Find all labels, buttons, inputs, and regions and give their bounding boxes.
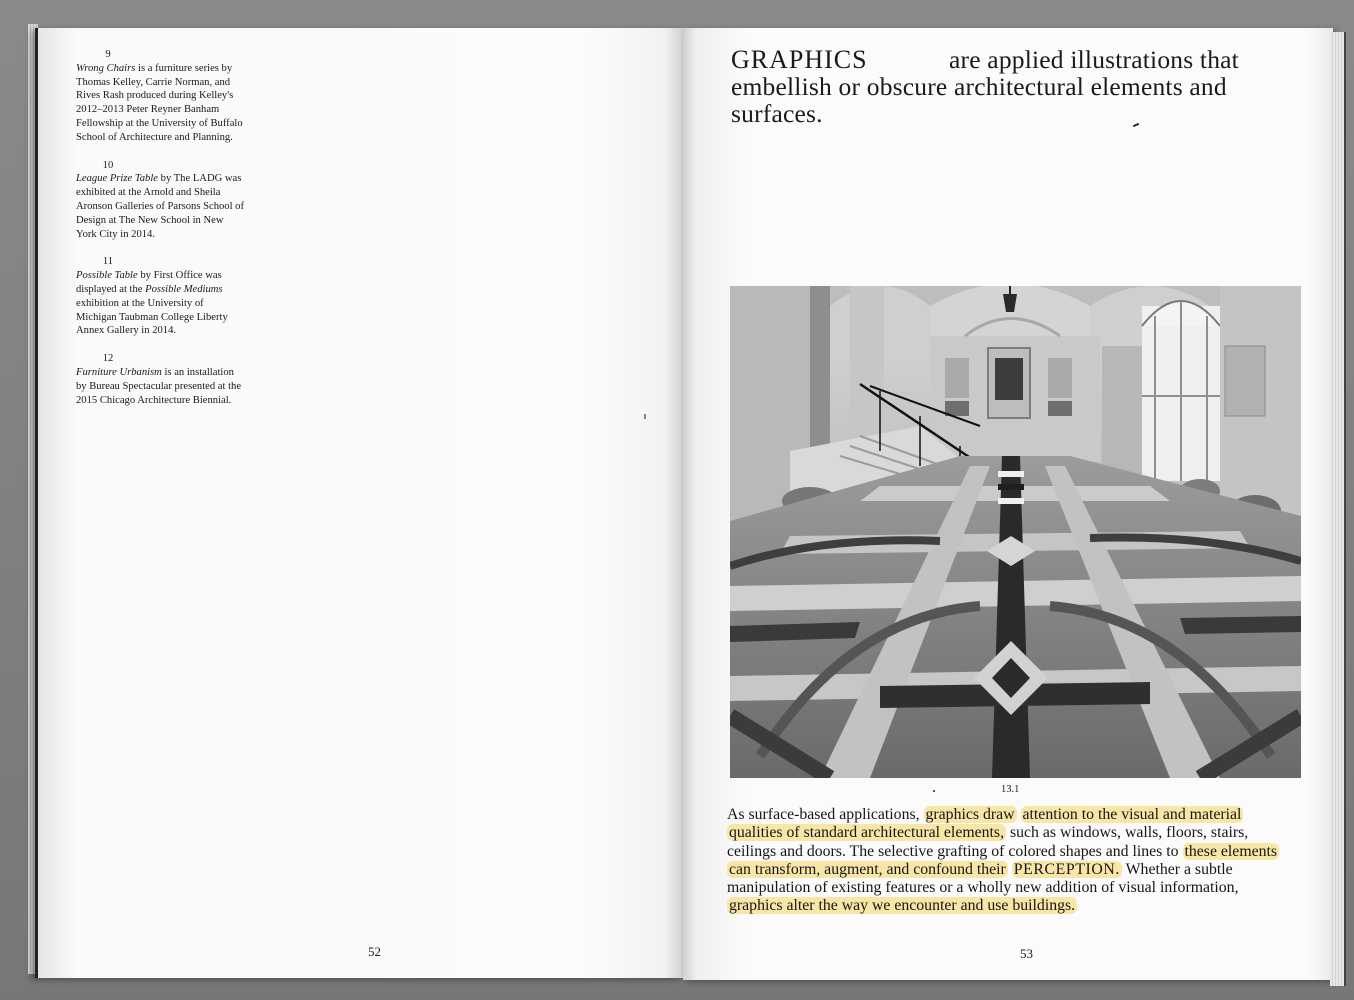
endnote-number: 12 <box>102 353 114 365</box>
scan-speck <box>933 790 935 792</box>
right-page <box>683 28 1333 980</box>
endnote-text <box>76 172 244 241</box>
endnotes-column <box>76 48 244 421</box>
endnote-title: Furniture Urbanism <box>76 366 162 378</box>
left-page <box>35 28 684 978</box>
body-text-run: As surface-based applications, <box>727 806 924 823</box>
hall-floor-photo <box>730 286 1301 778</box>
body-text-run: Whether a subtle manipulation of existing features or a wholly new addition of visual information, <box>727 860 1239 897</box>
body-text-run: such as windows, walls, floors, stairs, ceilings and doors. The selective grafting of colored shapes and lines to <box>727 824 1249 860</box>
endnote-body: is a furniture series by Thomas Kelley, Carrie Norman, and Rives Rash produced during Kelley's 2012–2013 Peter Reyner Banham Fellowship at the University of Buffalo School of Architecture and Planning. <box>76 62 243 143</box>
endnote-10 <box>76 159 244 242</box>
endnote-number: 11 <box>102 256 114 268</box>
scan-speck <box>644 414 646 419</box>
highlighted-phrase: attention to the visual and material qualities of standard architectural elements, <box>729 806 1242 842</box>
right-page-edges <box>1330 32 1346 986</box>
highlighted-phrase: graphics alter the way we encounter and use buildings. <box>729 897 1076 915</box>
endnote-inline-title: Possible Mediums <box>145 283 223 295</box>
body-paragraph <box>727 806 1295 916</box>
endnote-12 <box>76 352 244 407</box>
page-number: 52 <box>368 944 381 959</box>
endnote-body: is an installation by Bureau Spectacular presented at the 2015 Chicago Architecture Biennial. <box>76 366 242 406</box>
endnote-title: Wrong Chairs <box>76 62 136 74</box>
page-number: 53 <box>1020 946 1033 961</box>
endnote-title: Possible Table <box>76 270 138 282</box>
figure-photograph <box>730 286 1301 778</box>
endnote-9 <box>76 48 244 145</box>
endnote-body: exhibition at the University of Michigan Taubman College Liberty Annex Gallery in 2014. <box>76 297 228 337</box>
highlighted-phrase: these elements can transform, augment, and confound their <box>729 842 1278 878</box>
endnote-number: 9 <box>105 49 111 60</box>
chapter-headline <box>731 46 1301 127</box>
endnote-body: by The LADG was exhibited at the Arnold and Sheila Aronson Galleries of Parsons School of Design at The New School in New York City in 2014. <box>76 173 245 240</box>
highlighted-phrase: PERCEPTION. <box>1013 860 1120 878</box>
body-text-run <box>1017 806 1021 823</box>
figure-caption: 13.1 <box>1001 784 1020 795</box>
endnote-title: League Prize Table <box>76 173 159 185</box>
endnote-text <box>76 269 244 338</box>
endnote-text <box>76 62 244 145</box>
endnote-11 <box>76 255 244 338</box>
headline-definition: are applied illustrations that embellish or obscure architectural elements and surfaces. <box>731 45 1239 128</box>
headline-term: GRAPHICS <box>731 45 868 74</box>
endnote-text <box>76 366 244 407</box>
endnote-number: 10 <box>102 159 114 171</box>
highlighted-phrase: graphics draw <box>925 806 1015 823</box>
endnote-body: by First Office was displayed at the <box>76 270 222 295</box>
